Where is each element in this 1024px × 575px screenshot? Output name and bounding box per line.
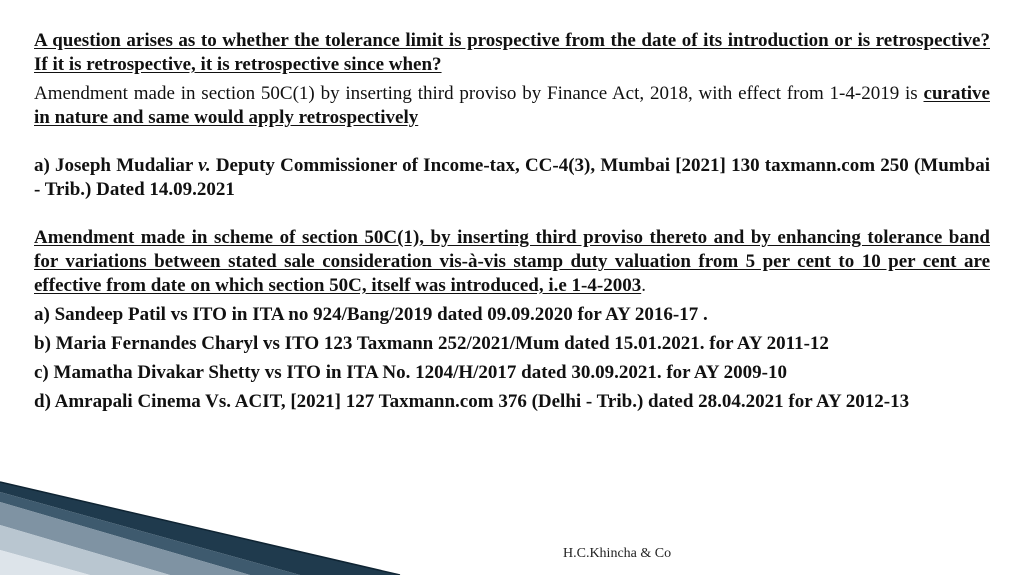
footer-text: H.C.Khincha & Co bbox=[563, 546, 672, 561]
case-item: d) Amrapali Cinema Vs. ACIT, [2021] 127 Taxmann.com 376 (Delhi - Trib.) dated 28.04.2021 for AY 2012-13 bbox=[34, 391, 910, 412]
question-paragraph bbox=[34, 29, 990, 77]
spacer bbox=[34, 130, 990, 154]
case-item: c) Mamatha Divakar Shetty vs ITO in ITA No. 1204/H/2017 dated 30.09.2021. for AY 2009-10 bbox=[34, 362, 788, 383]
amendment-emphasis: curative in nature and same would apply retrospectively bbox=[34, 83, 990, 128]
holding-end: . bbox=[641, 275, 646, 296]
holding-paragraph bbox=[34, 226, 990, 298]
case-item: b) Maria Fernandes Charyl vs ITO 123 Taxmann 252/2021/Mum dated 15.01.2021. for AY 2011-12 bbox=[34, 333, 829, 354]
spacer bbox=[34, 202, 990, 226]
case-a-rest: Deputy Commissioner of Income-tax, CC-4(3), Mumbai [2021] 130 taxmann.com 250 (Mumbai - Trib.) Dated 14.09.2021 bbox=[34, 155, 990, 200]
slide-content bbox=[34, 29, 990, 419]
decorative-swoosh bbox=[0, 470, 1024, 575]
question-text: A question arises as to whether the tolerance limit is prospective from the date of its introduction or is retrospective? If it is retrospective, it is retrospective since when? bbox=[34, 30, 990, 75]
holding-text: Amendment made in scheme of section 50C(1), by inserting third proviso thereto and by enhancing tolerance band for variations between stated sale consideration vis-à-vis stamp duty valuation from 5 per cent to 10 per cent are effective from date on which section 50C, itself was introduced, i.e 1-4-2003 bbox=[34, 227, 990, 296]
case-a-versus: v. bbox=[198, 155, 211, 176]
amendment-text: Amendment made in section 50C(1) by inserting third proviso by Finance Act, 2018, with effect from 1-4-2019 is bbox=[34, 83, 924, 104]
amendment-paragraph bbox=[34, 82, 990, 130]
case-a-prefix: a) Joseph Mudaliar bbox=[34, 155, 199, 176]
case-item: a) Sandeep Patil vs ITO in ITA no 924/Bang/2019 dated 09.09.2020 for AY 2016-17 . bbox=[34, 304, 708, 325]
case-a-paragraph bbox=[34, 154, 990, 202]
case-list bbox=[34, 303, 990, 414]
